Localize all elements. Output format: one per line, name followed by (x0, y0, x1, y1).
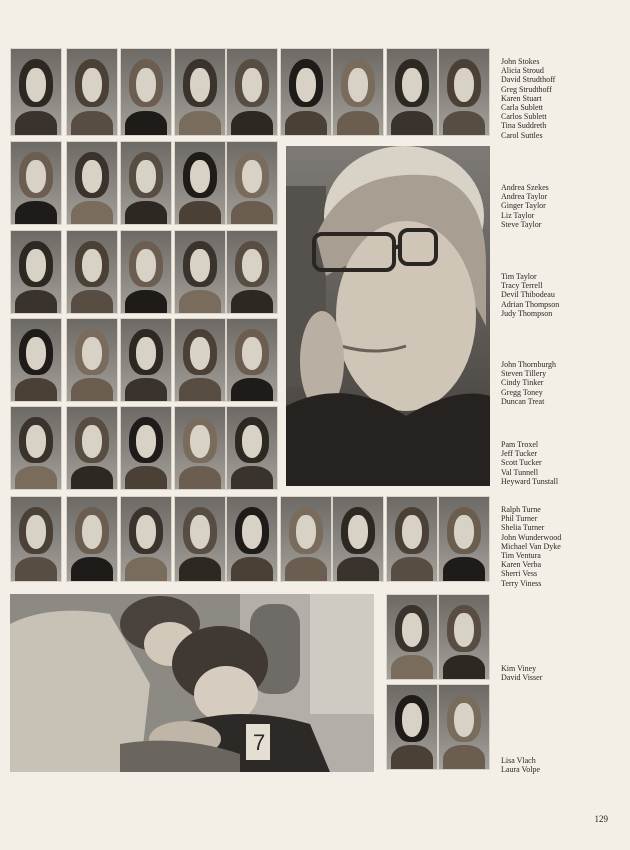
student-portrait (438, 594, 490, 680)
student-name: Andrea Szekes (501, 183, 549, 192)
name-list (501, 360, 556, 406)
student-portrait (226, 318, 278, 402)
student-name: Cindy Tinker (501, 378, 544, 388)
student-portrait (174, 318, 226, 402)
page-number: 129 (594, 814, 608, 824)
student-portrait (66, 230, 118, 314)
student-portrait (386, 684, 438, 770)
student-portrait (226, 496, 278, 582)
student-name: John Wunderwood (501, 532, 562, 542)
student-portrait (226, 141, 278, 225)
student-portrait (120, 48, 172, 136)
student-portrait (386, 48, 438, 136)
name-list (501, 756, 540, 774)
student-portrait (174, 406, 226, 490)
student-name: Carla Sublett (501, 103, 543, 113)
student-portrait (66, 318, 118, 402)
student-name: Tina Suddreth (501, 121, 547, 131)
student-name: Laura Volpe (501, 765, 541, 775)
student-name: Tracy Terrell (501, 281, 543, 291)
student-portrait (438, 496, 490, 582)
name-list (501, 664, 542, 682)
student-portrait (174, 230, 226, 314)
student-name: John Thornburgh (501, 360, 557, 369)
student-portrait (66, 496, 118, 582)
student-name: Carlos Sublett (501, 112, 547, 122)
student-name: John Stokes (501, 57, 540, 66)
student-portrait (332, 48, 384, 136)
student-portrait (120, 141, 172, 225)
student-portrait (174, 141, 226, 225)
student-name: Ralph Turne (501, 505, 541, 514)
name-list (501, 57, 555, 140)
student-name: Carol Suttles (501, 130, 543, 140)
student-name: Duncan Treat (501, 396, 545, 406)
student-portrait (120, 230, 172, 314)
student-portrait (10, 141, 62, 225)
student-portrait (174, 48, 226, 136)
student-portrait (386, 594, 438, 680)
student-name: Greg Strudthoff (501, 84, 552, 94)
student-portrait (226, 406, 278, 490)
student-name: Terry Viness (501, 578, 542, 588)
student-name: Gregg Toney (501, 387, 543, 397)
student-name: Heyward Tunstall (501, 476, 559, 486)
student-portrait (10, 230, 62, 314)
student-portrait (10, 48, 62, 136)
student-portrait (386, 496, 438, 582)
student-portrait (438, 684, 490, 770)
student-name: Karen Verba (501, 560, 542, 570)
student-name: Karen Stuart (501, 93, 542, 103)
student-name: Pam Troxel (501, 440, 539, 449)
name-list (501, 505, 561, 588)
student-name: Judy Thompson (501, 308, 553, 318)
student-name: Kim Viney (501, 664, 537, 673)
student-name: Steven Tillery (501, 369, 547, 379)
student-portrait (66, 141, 118, 225)
name-list (501, 183, 549, 229)
student-name: Alicia Stroud (501, 66, 544, 76)
student-portrait (280, 48, 332, 136)
student-portrait (226, 230, 278, 314)
student-portrait (120, 318, 172, 402)
student-name: Lisa Vlach (501, 756, 536, 765)
student-portrait (10, 318, 62, 402)
student-name: Shelia Turner (501, 523, 545, 533)
student-name: Liz Taylor (501, 210, 535, 220)
student-portrait (280, 496, 332, 582)
student-portrait (174, 496, 226, 582)
student-name: Scott Tucker (501, 458, 542, 468)
student-name: David Strudthoff (501, 75, 556, 85)
student-portrait (332, 496, 384, 582)
student-name: Tim Taylor (501, 272, 537, 281)
student-name: David Visser (501, 673, 543, 683)
student-name: Tim Ventura (501, 551, 541, 561)
student-name: Michael Van Dyke (501, 541, 561, 551)
student-portrait (226, 48, 278, 136)
student-name: Jeff Tucker (501, 449, 538, 459)
student-name: Val Tunnell (501, 467, 539, 477)
student-name: Steve Taylor (501, 219, 542, 229)
candid-photo-students-working (10, 594, 374, 772)
student-portrait (120, 406, 172, 490)
student-portrait (120, 496, 172, 582)
student-name: Phil Turner (501, 514, 538, 524)
name-list (501, 440, 558, 486)
student-portrait (66, 48, 118, 136)
student-name: Andrea Taylor (501, 192, 548, 202)
student-portrait (10, 496, 62, 582)
student-name: Devil Thibodeau (501, 290, 555, 300)
student-portrait (438, 48, 490, 136)
student-name: Adrian Thompson (501, 299, 560, 309)
student-portrait (66, 406, 118, 490)
student-portrait (10, 406, 62, 490)
student-name: Ginger Taylor (501, 201, 546, 211)
student-name: Sherri Vess (501, 569, 538, 579)
name-list (501, 272, 559, 318)
candid-photo-student-glasses (286, 146, 490, 486)
svg-text:7: 7 (253, 730, 266, 755)
